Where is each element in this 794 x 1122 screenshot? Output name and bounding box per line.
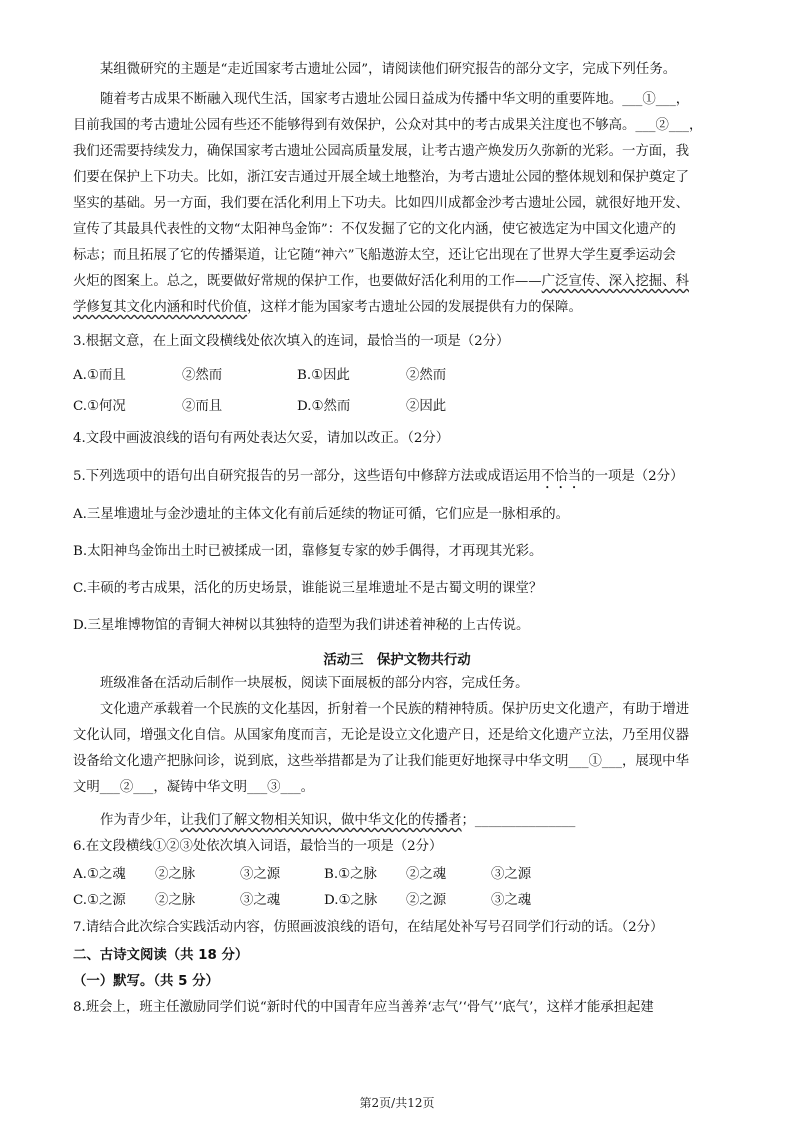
section-2-heading: 二、古诗文阅读（共 18 分） — [73, 948, 249, 963]
board-line-4: 文明___②___，凝铸中华文明___③___。 — [73, 780, 315, 795]
question-4-stem: 4.文段中画波浪线的语句有两处表达欠妥，请加以改正。（2分） — [73, 431, 450, 446]
q6-option-b-2[interactable]: ②之魂 — [406, 867, 447, 882]
q3-option-a-1[interactable]: A.①而且 — [73, 368, 126, 383]
wavy-underline-text: 广泛宣传、深入挖掘、科 — [541, 274, 689, 289]
q6-option-d-1[interactable]: D.①之脉 — [324, 893, 378, 908]
q3-option-d-2[interactable]: ②因此 — [406, 399, 447, 414]
passage-line-2: 目前我国的考古遗址公园有些还不能够得到有效保护，公众对其中的考古成果关注度也不够高。___②___， — [73, 118, 703, 133]
page-number: 第2页/共12页 — [359, 1096, 435, 1110]
board-line-1: 文化遗产承载着一个民族的文化基因，折射着一个民族的精神特质。保护历史文化遗产，有助于增进 — [100, 702, 690, 717]
wavy-underline-text-2: 学修复其文化内涵和时代价值 — [73, 300, 248, 315]
passage-line-9 — [73, 298, 723, 318]
q6-option-d-3[interactable]: ③之魂 — [491, 893, 532, 908]
q3-option-a-2[interactable]: ②然而 — [182, 368, 223, 383]
passage-line-5: 坚实的基础。另一方面，我们要在活化利用上下功夫。比如四川成都金沙考古遗址公园，就很好地开发、 — [73, 196, 689, 211]
passage-line-8-text: 火炬的图案上。总之，既要做好常规的保护工作，也要做好活化利用的工作—— — [73, 274, 542, 289]
question-6-stem: 6.在文段横线①②③处依次填入词语，最恰当的一项是（2分） — [73, 839, 443, 854]
passage-line-8 — [73, 272, 723, 292]
intro-text: 某组微研究的主题是“走近国家考古遗址公园”，请阅读他们研究报告的部分文字，完成下列任务。 — [100, 62, 677, 77]
passage-line-1: 随着考古成果不断融入现代生活，国家考古遗址公园日益成为传播中华文明的重要阵地。___①___， — [100, 92, 690, 107]
board-line-5 — [100, 811, 723, 831]
question-5-stem — [73, 467, 723, 492]
passage-line-3: 我们还需要持续发力，确保国家考古遗址公园高质量发展，让考古遗产焕发历久弥新的光彩。一方面，我 — [73, 144, 689, 159]
passage-line-6: 宣传了其最具代表性的文物“太阳神鸟金饰”：不仅发掘了它的文化内涵，使它被选定为中国文化遗产的 — [73, 222, 676, 237]
passage-line-7: 标志；而且拓展了它的传播渠道，让它随“神六”飞船遨游太空，还让它出现在了世界大学生夏季运动会 — [73, 248, 676, 263]
board-line-2: 文化认同，增强文化自信。从国家角度而言，无论是设立文化遗产日，还是给文化遗产立法，乃至用仪器 — [73, 728, 689, 743]
activity-3-title: 活动三 保护文物共行动 — [323, 653, 471, 668]
question-8-stem: 8.班会上，班主任激励同学们说“新时代的中国青年应当善养‘志气’‘骨气’‘底气’，这样才能承担起建 — [73, 1000, 654, 1015]
q5-option-c[interactable]: C.丰硕的考古成果，活化的历史场景，谁能说三星堆遗址不是古蜀文明的课堂？ — [73, 581, 543, 596]
q6-option-a-1[interactable]: A.①之魂 — [73, 867, 126, 882]
q6-option-b-3[interactable]: ③之源 — [491, 867, 532, 882]
q3-option-c-1[interactable]: C.①何况 — [73, 399, 126, 414]
q6-option-b-1[interactable]: B.①之脉 — [324, 867, 377, 882]
q6-option-c-3[interactable]: ③之魂 — [240, 893, 281, 908]
q3-option-b-1[interactable]: B.①因此 — [297, 368, 350, 383]
board-line-3: 设备给文化遗产把脉问诊，说到底，这些举措都是为了让我们能更好地探寻中华文明___①___，展现中华 — [73, 754, 689, 769]
q6-option-c-1[interactable]: C.①之源 — [73, 893, 126, 908]
q5-option-a[interactable]: A.三星堆遗址与金沙遗址的主体文化有前后延续的物证可循，它们应是一脉相承的。 — [73, 507, 569, 522]
wavy-underline-slogan: 让我们了解文物相关知识，做中华文化的传播者 — [180, 813, 462, 828]
q6-option-c-2[interactable]: ②之脉 — [155, 893, 196, 908]
q5-stem-text: 5.下列选项中的语句出自研究报告的另一部分，这些语句中修辞方法或成语运用 — [73, 469, 542, 484]
passage-line-9-text: ，这样才能为国家考古遗址公园的发展提供有力的保障。 — [247, 300, 582, 315]
question-7-stem: 7.请结合此次综合实践活动内容，仿照画波浪线的语句，在结尾处补写号召同学们行动的话。（2分） — [73, 920, 664, 935]
passage-line-4: 们要在保护上下功夫。比如，浙江安吉通过开展全域土地整治，为考古遗址公园的整体规划和保护奠定了 — [73, 170, 689, 185]
q6-option-d-2[interactable]: ②之源 — [406, 893, 447, 908]
activity-3-intro: 班级准备在活动后制作一块展板，阅读下面展板的部分内容，完成任务。 — [100, 676, 529, 691]
q6-option-a-3[interactable]: ③之源 — [240, 867, 281, 882]
q3-option-c-2[interactable]: ②而且 — [182, 399, 223, 414]
q3-option-b-2[interactable]: ②然而 — [406, 368, 447, 383]
subsection-1-heading: （一）默写。（共 5 分） — [73, 974, 219, 989]
q5-option-b[interactable]: B.太阳神鸟金饰出土时已被揉成一团，靠修复专家的妙手偶得，才再现其光彩。 — [73, 544, 543, 559]
board-line-5-text: 作为青少年， — [100, 813, 181, 828]
q3-option-d-1[interactable]: D.①然而 — [297, 399, 351, 414]
q6-option-a-2[interactable]: ②之脉 — [155, 867, 196, 882]
answer-blank[interactable]: ；_______________ — [461, 813, 576, 828]
q5-option-d[interactable]: D.三星堆博物馆的青铜大神树以其独特的造型为我们讲述着神秘的上古传说。 — [73, 618, 530, 633]
q5-stem-tail: 的一项是（2分） — [581, 469, 684, 484]
emphasis-dots-text: 不恰当 — [541, 469, 582, 484]
question-3-stem: 3.根据文意，在上面文段横线处依次填入的连词，最恰当的一项是（2分） — [73, 334, 510, 349]
